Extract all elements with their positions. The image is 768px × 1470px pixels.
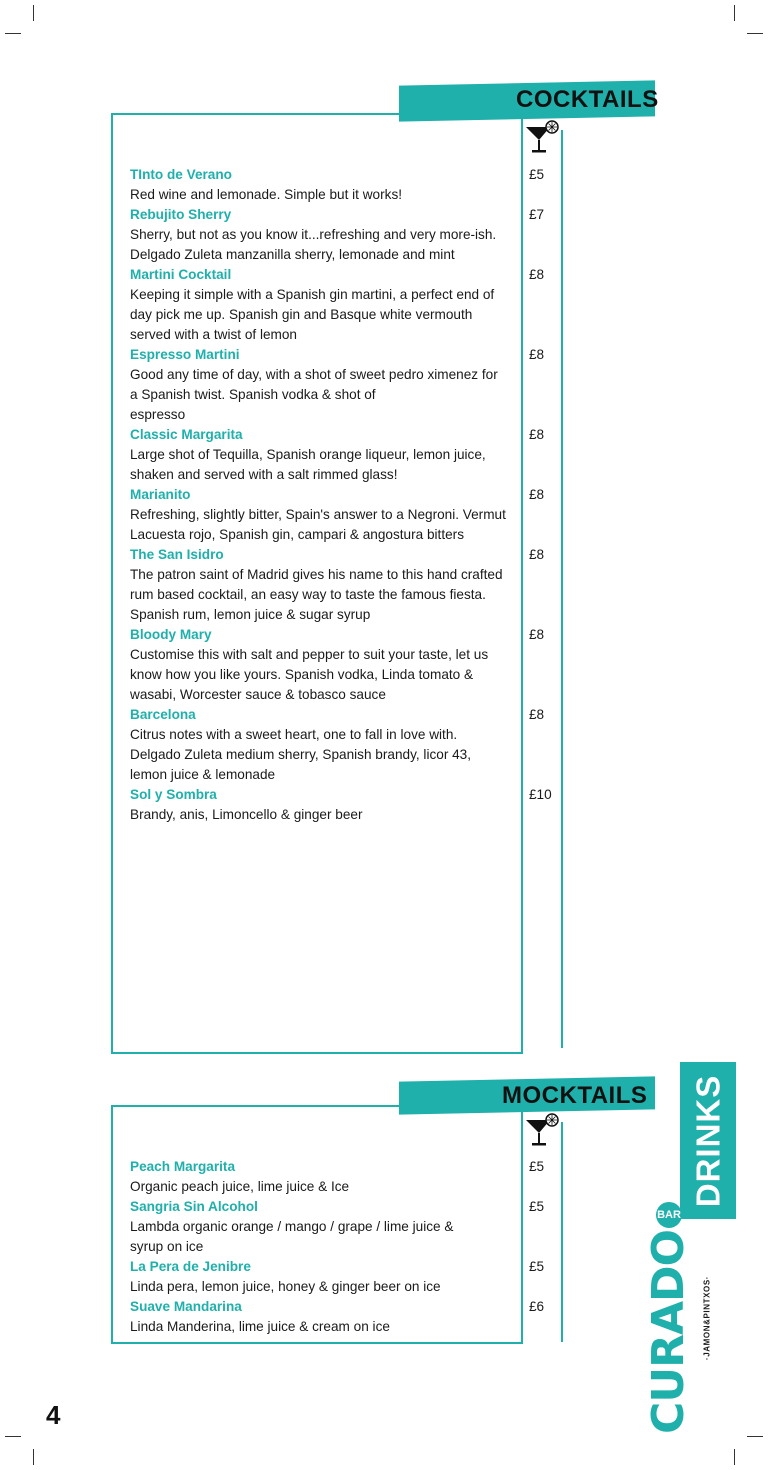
menu-item xyxy=(130,165,560,205)
menu-item xyxy=(130,1197,560,1257)
crop-mark xyxy=(5,33,21,34)
crop-mark xyxy=(734,5,735,21)
menu-item-price: £8 xyxy=(529,347,545,362)
menu-item-price: £8 xyxy=(529,707,545,722)
crop-mark xyxy=(5,1436,21,1437)
logo-wordmark: CURADO xyxy=(643,1229,694,1434)
menu-item-description: Brandy, anis, Limoncello & ginger beer xyxy=(130,807,363,822)
menu-item xyxy=(130,485,560,545)
cocktail-glass-icon xyxy=(524,119,560,157)
menu-item-price: £8 xyxy=(529,267,545,282)
menu-item-description: Red wine and lemonade. Simple but it works! xyxy=(130,187,403,202)
cocktails-price-divider xyxy=(561,130,563,1048)
crop-mark xyxy=(33,5,34,21)
menu-item-name: TInto de Verano xyxy=(130,167,232,182)
menu-item-price: £7 xyxy=(529,207,545,222)
menu-item xyxy=(130,625,560,705)
menu-item xyxy=(130,705,560,785)
menu-item-name: La Pera de Jenibre xyxy=(130,1259,251,1274)
mocktails-price-divider xyxy=(561,1122,563,1342)
menu-item-name: Sol y Sombra xyxy=(130,787,217,802)
menu-item-description: Large shot of Tequilla, Spanish orange liqueur, lemon juice, shaken and served with a salt rimmed glass! xyxy=(130,447,486,482)
menu-item-name: Peach Margarita xyxy=(130,1159,236,1174)
menu-item-name: Barcelona xyxy=(130,707,196,722)
menu-item-description: Linda pera, lemon juice, honey & ginger beer on ice xyxy=(130,1279,441,1294)
menu-item-price: £10 xyxy=(529,787,552,802)
menu-item-description: Refreshing, slightly bitter, Spain's answer to a Negroni. Vermut Lacuesta rojo, Spanish gin, campari & angostura bitters xyxy=(130,507,506,542)
cocktails-list xyxy=(130,165,560,825)
crop-mark xyxy=(33,1449,34,1465)
menu-item xyxy=(130,1157,560,1197)
menu-item xyxy=(130,1297,560,1337)
menu-item-description: Customise this with salt and pepper to suit your taste, let us know how you like yours. Spanish vodka, Linda tomato & wasabi, Worcester sauce & tobasco sauce xyxy=(130,647,489,702)
menu-item-name: Bloody Mary xyxy=(130,627,212,642)
menu-item-name: Marianito xyxy=(130,487,191,502)
mocktails-title: MOCKTAILS xyxy=(502,1082,648,1109)
drinks-tab-label: DRINKS xyxy=(689,1074,727,1207)
crop-mark xyxy=(747,33,763,34)
menu-item xyxy=(130,345,560,425)
menu-item-name: Rebujito Sherry xyxy=(130,207,232,222)
crop-mark xyxy=(734,1449,735,1465)
menu-item-name: Suave Mandarina xyxy=(130,1299,242,1314)
menu-item-description: Good any time of day, with a shot of sweet pedro ximenez for a Spanish twist. Spanish vodka & shot of espresso xyxy=(130,367,498,422)
menu-item-price: £8 xyxy=(529,427,545,442)
menu-item-name: Sangria Sin Alcohol xyxy=(130,1199,258,1214)
logo-bar-badge: BAR xyxy=(656,1202,682,1228)
drinks-tab-label-wrap xyxy=(680,1062,736,1219)
menu-item xyxy=(130,785,560,825)
menu-item-name: Classic Margarita xyxy=(130,427,243,442)
menu-item-name: Martini Cocktail xyxy=(130,267,232,282)
cocktail-glass-icon xyxy=(524,1112,560,1150)
menu-item-description: Citrus notes with a sweet heart, one to fall in love with. Delgado Zuleta medium sherry, Spanish brandy, licor 43, lemon juice & lemonade xyxy=(130,727,472,782)
menu-item xyxy=(130,205,560,265)
curado-logo xyxy=(636,1208,726,1434)
logo-wordmark-wrap xyxy=(643,1202,694,1434)
menu-item-price: £8 xyxy=(529,627,545,642)
crop-mark xyxy=(747,1436,763,1437)
menu-item-price: £8 xyxy=(529,487,545,502)
menu-item-description: Linda Manderina, lime juice & cream on ice xyxy=(130,1319,390,1334)
menu-item xyxy=(130,425,560,485)
menu-item-description: Lambda organic orange / mango / grape / lime juice & syrup on ice xyxy=(130,1219,454,1254)
menu-item-price: £5 xyxy=(529,1159,545,1174)
menu-item-price: £5 xyxy=(529,1199,545,1214)
menu-item-name: The San Isidro xyxy=(130,547,224,562)
menu-item xyxy=(130,545,560,625)
menu-item-price: £6 xyxy=(529,1299,545,1314)
mocktails-list xyxy=(130,1157,560,1337)
cocktails-title: COCKTAILS xyxy=(516,86,659,113)
menu-item-description: Organic peach juice, lime juice & Ice xyxy=(130,1179,350,1194)
menu-item-name: Espresso Martini xyxy=(130,347,240,362)
menu-item-description: Keeping it simple with a Spanish gin martini, a perfect end of day pick me up. Spanish gin and Basque white vermouth served with a twist of lemon xyxy=(130,287,495,342)
menu-item-price: £5 xyxy=(529,1259,545,1274)
page-number: 4 xyxy=(46,1400,61,1430)
menu-item-price: £8 xyxy=(529,547,545,562)
menu-item xyxy=(130,1257,560,1297)
menu-item xyxy=(130,265,560,345)
menu-item-price: £5 xyxy=(529,167,545,182)
menu-item-description: Sherry, but not as you know it...refreshing and very more-ish. Delgado Zuleta manzanilla sherry, lemonade and mint xyxy=(130,227,497,262)
logo-tagline: ·JAMON&PINTXOS· xyxy=(702,1275,712,1360)
menu-item-description: The patron saint of Madrid gives his name to this hand crafted rum based cocktail, an easy way to taste the famous fiesta. Spanish rum, lemon juice & sugar syrup xyxy=(130,567,503,622)
